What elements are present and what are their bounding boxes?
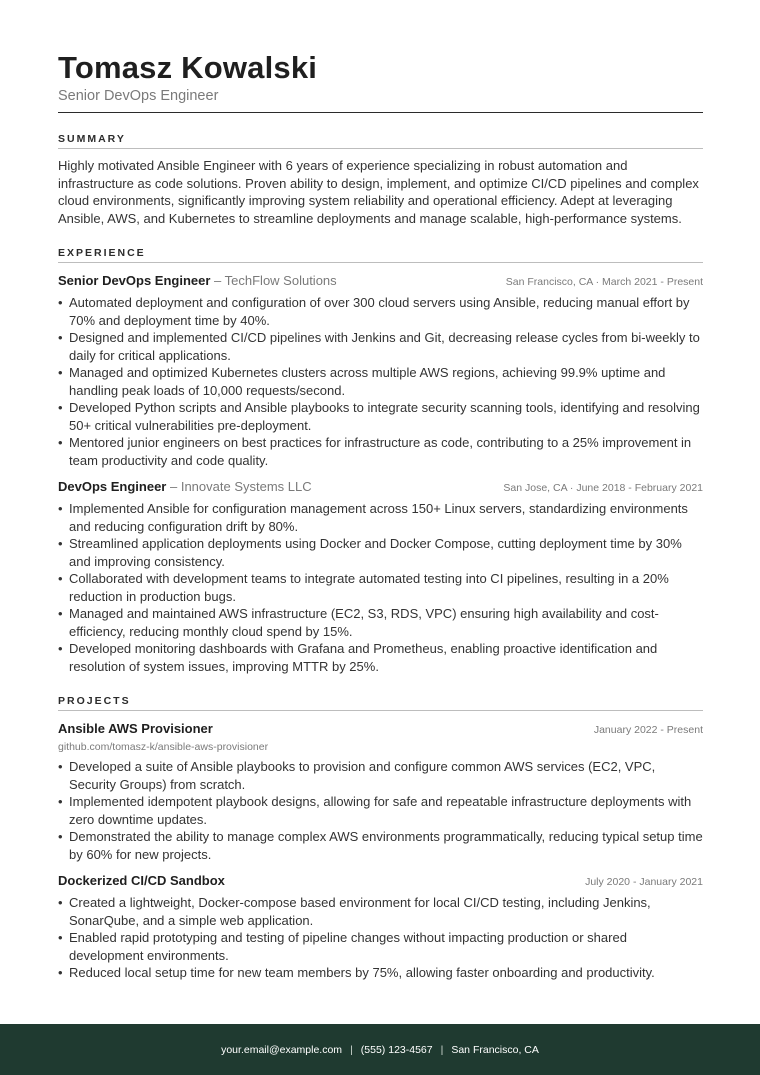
job-company: Innovate Systems LLC <box>180 479 312 494</box>
contact-footer <box>0 1024 760 1075</box>
candidate-name: Tomasz Kowalski <box>58 50 318 85</box>
bullet-item: • Implemented idempotent playbook designs, allowing for safe and repeatable infrastructure deployments with zero downtime updates. <box>58 793 703 828</box>
bullet-item: • Implemented Ansible for configuration management across 150+ Linux servers, standardizing environments and reducing configuration drift by 80%. <box>58 500 703 535</box>
summary-heading: SUMMARY <box>58 133 703 149</box>
bullet-item: • Created a lightweight, Docker-compose based environment for local CI/CD testing, including Jenkins, SonarQube, and a simple web application. <box>58 894 703 929</box>
job-company: TechFlow Solutions <box>224 273 337 288</box>
projects-heading: PROJECTS <box>58 695 703 711</box>
bullet-item: • Developed Python scripts and Ansible playbooks to integrate security scanning tools, identifying and resolving 50+ critical vulnerabilities pre-deployment. <box>58 399 703 434</box>
job-separator: – <box>210 273 225 288</box>
job-title: DevOps Engineer <box>58 479 167 494</box>
project-bullets <box>58 758 703 863</box>
project-title: Ansible AWS Provisioner <box>58 721 213 736</box>
job-title: Senior DevOps Engineer <box>58 273 211 288</box>
contact-email[interactable]: your.email@example.com <box>221 1043 343 1056</box>
bullet-item: • Enabled rapid prototyping and testing of pipeline changes without impacting production or shared development environments. <box>58 929 703 964</box>
project-link[interactable]: github.com/tomasz-k/ansible-aws-provisioner <box>58 741 269 753</box>
contact-phone[interactable]: (555) 123-4567 <box>360 1043 433 1056</box>
bullet-item: • Managed and optimized Kubernetes clusters across multiple AWS regions, achieving 99.9% uptime and handling peak loads of 10,000 requests/second. <box>58 364 703 399</box>
project-header <box>58 720 703 739</box>
job-separator: – <box>166 479 181 494</box>
contact-location: San Francisco, CA <box>451 1043 539 1056</box>
job-heading <box>58 272 337 290</box>
experience-entry <box>58 478 703 675</box>
bullet-item: • Demonstrated the ability to manage complex AWS environments programmatically, reducing typical setup time by 60% for new projects. <box>58 828 703 863</box>
job-heading <box>58 478 312 496</box>
bullet-item: • Automated deployment and configuration of over 300 cloud servers using Ansible, reducing manual effort by 70% and deployment time by 40%. <box>58 294 703 329</box>
bullet-item: • Mentored junior engineers on best practices for infrastructure as code, contributing to a 25% improvement in team productivity and code quality. <box>58 434 703 469</box>
project-heading <box>58 720 213 738</box>
job-bullets <box>58 294 703 469</box>
header-divider <box>58 112 703 113</box>
job-bullets <box>58 500 703 675</box>
footer-separator: | <box>440 1043 444 1056</box>
bullet-item: • Streamlined application deployments using Docker and Docker Compose, cutting deployment time by 30% and improving consistency. <box>58 535 703 570</box>
project-header <box>58 872 703 891</box>
project-entry <box>58 872 703 982</box>
job-header <box>58 272 703 291</box>
project-title: Dockerized CI/CD Sandbox <box>58 873 225 888</box>
project-entry <box>58 720 703 863</box>
job-location-dates: San Francisco, CA · March 2021 - Present <box>505 276 703 288</box>
experience-heading: EXPERIENCE <box>58 247 703 263</box>
bullet-item: • Managed and maintained AWS infrastructure (EC2, S3, RDS, VPC) ensuring high availability and cost-efficiency, reducing monthly cloud spend by 15%. <box>58 605 703 640</box>
project-heading <box>58 872 225 890</box>
bullet-item: • Reduced local setup time for new team members by 75%, allowing faster onboarding and productivity. <box>58 964 703 982</box>
job-header <box>58 478 703 497</box>
bullet-item: • Designed and implemented CI/CD pipelines with Jenkins and Git, decreasing release cycles from bi-weekly to daily for critical applications. <box>58 329 703 364</box>
project-dates: January 2022 - Present <box>593 724 703 736</box>
project-bullets <box>58 894 703 982</box>
footer-separator: | <box>350 1043 353 1056</box>
summary-text: Highly motivated Ansible Engineer with 6 years of experience specializing in robust automation and infrastructure as code solutions. Proven ability to design, implement, and optimize CI/CD pipelines and complex cloud environments, significantly improving system reliability and operational efficiency. Adept at leveraging Ansible, AWS, and Kubernetes to streamline deployments and manage scalable, high-performance systems. <box>58 158 699 226</box>
project-dates: July 2020 - January 2021 <box>585 876 703 888</box>
bullet-item: • Developed monitoring dashboards with Grafana and Prometheus, enabling proactive identification and resolution of system issues, improving MTTR by 25%. <box>58 640 703 675</box>
candidate-title: Senior DevOps Engineer <box>58 88 219 104</box>
experience-entry <box>58 272 703 469</box>
job-location-dates: San Jose, CA · June 2018 - February 2021 <box>503 482 703 494</box>
resume-page <box>58 50 703 982</box>
bullet-item: • Developed a suite of Ansible playbooks to provision and configure common AWS services (EC2, VPC, Security Groups) from scratch. <box>58 758 703 793</box>
bullet-item: • Collaborated with development teams to integrate automated testing into CI pipelines, resulting in a 20% reduction in production bugs. <box>58 570 703 605</box>
